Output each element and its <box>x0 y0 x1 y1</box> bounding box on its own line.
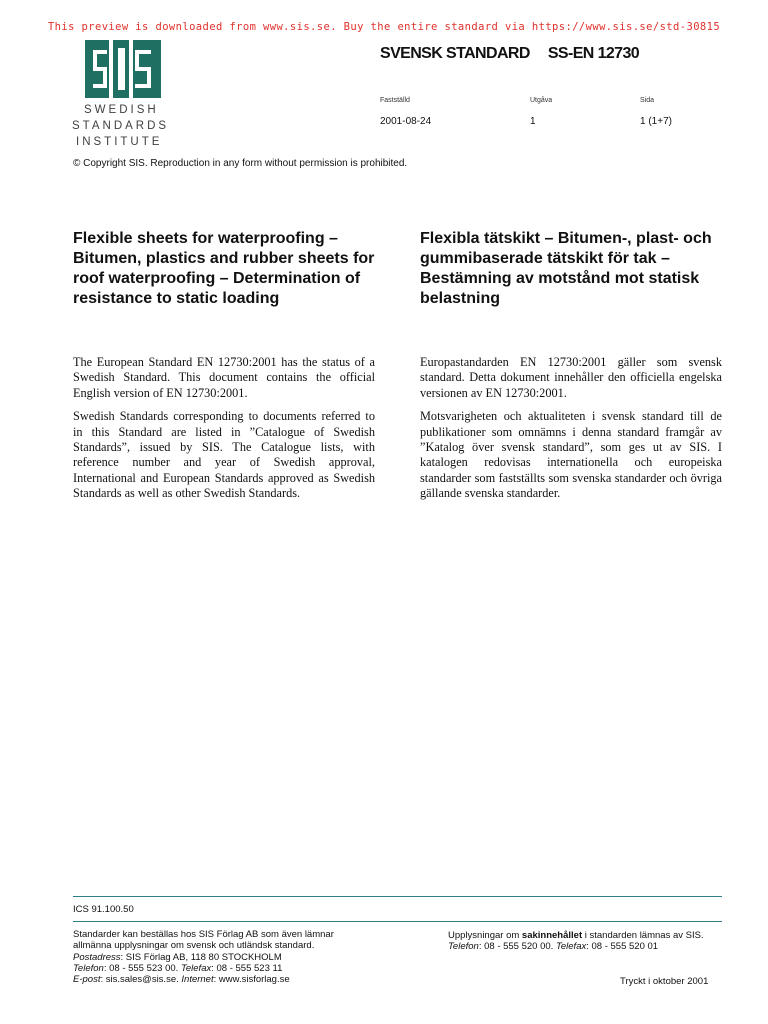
ordering-line: allmänna upplysningar om svensk och utländsk standard. <box>73 940 315 952</box>
edition-label: Utgåva <box>530 97 553 104</box>
phone-value: : 08 - 555 523 00. <box>103 962 181 974</box>
ordering-info <box>73 929 334 985</box>
content-fax-value: : 08 - 555 520 01 <box>586 941 659 953</box>
page-value: 1 (1+7) <box>640 116 672 127</box>
content-info <box>448 930 704 953</box>
content-phone-value: : 08 - 555 520 00. <box>478 941 556 953</box>
ordering-line: Standarder kan beställas hos SIS Förlag AB som även lämnar <box>73 929 334 940</box>
postal-label: Postadress <box>73 951 121 963</box>
email-value: : sis.sales@sis.se. <box>100 974 182 986</box>
logo-line-standards: STANDARDS <box>72 120 170 132</box>
copyright-notice: © Copyright SIS. Reproduction in any form without permission is prohibited. <box>73 158 408 169</box>
title-swedish: Flexibla tätskikt – Bitumen-, plast- och gummibaserade tätskikt för tak – Bestämning av motstånd mot statisk belastning <box>420 230 712 307</box>
content-phone-label: Telefon <box>448 941 479 953</box>
email-label: E-post <box>73 974 101 986</box>
body-english <box>73 355 375 510</box>
fax-value: : 08 - 555 523 11 <box>211 962 283 974</box>
content-info-pre: Upplysningar om <box>448 930 522 941</box>
content-fax-label: Telefax <box>555 941 587 953</box>
fax-label: Telefax <box>180 962 212 974</box>
body-english-paragraph: The European Standard EN 12730:2001 has the status of a Swedish Standard. This document contains the official English version of EN 12730:2001. <box>73 355 375 400</box>
postal-value: : SIS Förlag AB, 118 80 STOCKHOLM <box>120 951 282 963</box>
content-info-post: i standarden lämnas av SIS. <box>582 930 704 941</box>
logo-line-swedish: SWEDISH <box>84 104 159 116</box>
content-info-bold: sakinnehållet <box>521 930 583 941</box>
body-swedish-paragraph: Europastandarden EN 12730:2001 gäller som svensk standard. Detta dokument innehåller den officiella engelska versionen av EN 12730:2001. <box>420 355 722 400</box>
internet-label: Internet <box>181 974 214 986</box>
document-header <box>380 45 639 63</box>
internet-value: : www.sisforlag.se <box>213 974 290 986</box>
ics-code: ICS 91.100.50 <box>73 904 134 915</box>
standard-number: SS-EN 12730 <box>547 45 640 62</box>
title-english: Flexible sheets for waterproofing – Bitumen, plastics and rubber sheets for roof waterproofing – Determination of resistance to static loading <box>73 230 375 307</box>
body-swedish-paragraph: Motsvarigheten och aktualiteten i svensk standard till de publikationer som omnämns i denna standard framgår av ”Katalog över svensk standard”, som ges ut av SIS. I katalogen redovisas internationella och europeiska standarder som fastställts som svenska standarder och övriga gällande svenska standarder. <box>420 409 722 501</box>
logo-line-institute: INSTITUTE <box>76 136 163 148</box>
preview-notice: This preview is downloaded from www.sis.se. Buy the entire standard via https://www.sis.se/std-30815 <box>47 21 721 33</box>
sis-logo-mark <box>85 40 161 98</box>
body-swedish <box>420 355 722 510</box>
footer-rule-top <box>73 896 722 897</box>
established-label: Fastställd <box>380 97 410 104</box>
standard-type: SVENSK STANDARD <box>380 45 530 62</box>
phone-label: Telefon <box>73 962 104 974</box>
footer-rule-bottom <box>73 921 722 922</box>
established-value: 2001-08-24 <box>380 116 432 127</box>
edition-value: 1 <box>530 116 536 127</box>
page-label: Sida <box>640 97 655 104</box>
printed-date: Tryckt i oktober 2001 <box>620 976 709 987</box>
body-english-paragraph: Swedish Standards corresponding to documents referred to in this Standard are listed in ”Catalogue of Swedish Standards”, issued by SIS. The Catalogue lists, with reference number and year of Swedish approval, International and European Standards approved as Swedish Standards as well as other Swedish Standards. <box>73 409 375 501</box>
